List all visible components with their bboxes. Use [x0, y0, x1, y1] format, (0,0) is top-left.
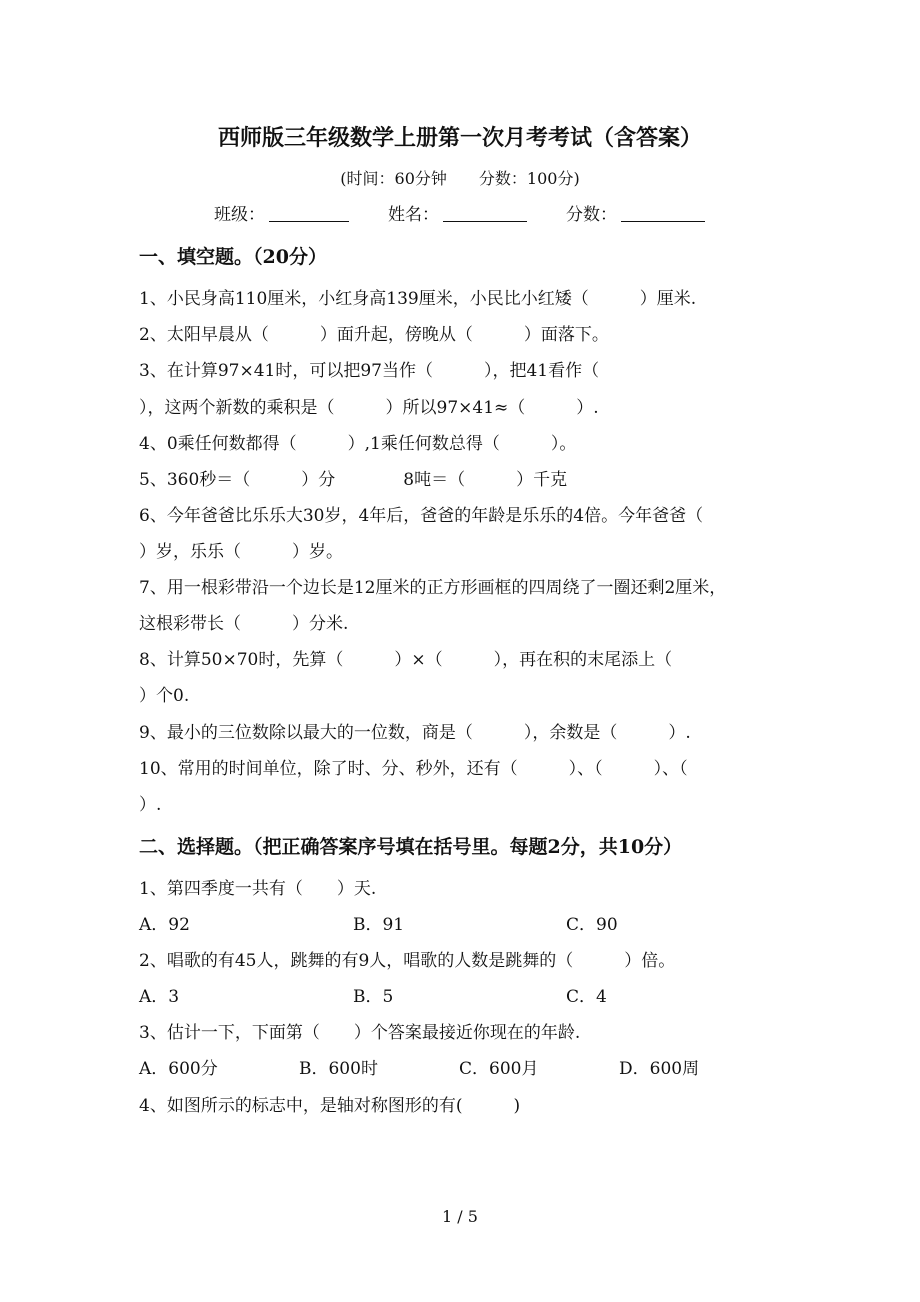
question-line: 这根彩带长（ ）分米. — [139, 614, 349, 634]
option-a[interactable]: A．3 — [139, 987, 180, 1007]
question-line: 2、太阳早晨从（ ）面升起，傍晚从（ ）面落下。 — [139, 325, 609, 345]
class-label: 班级： — [214, 205, 265, 225]
question-line: ）. — [139, 795, 162, 815]
class-blank[interactable] — [269, 204, 349, 222]
question-line: 4、0乘任何数都得（ ）,1乘任何数总得（ ）。 — [139, 434, 577, 454]
option-a[interactable]: A．92 — [139, 915, 190, 935]
name-label: 姓名： — [388, 205, 439, 225]
question-line: ），这两个新数的乘积是（ ）所以97×41≈（ ）. — [139, 398, 599, 418]
question-line: ）岁，乐乐（ ）岁。 — [139, 542, 343, 562]
question-line: 1、小民身高110厘米，小红身高139厘米，小民比小红矮（ ）厘米. — [139, 289, 697, 309]
question-line: 3、在计算97×41时，可以把97当作（ ），把41看作（ — [139, 361, 600, 381]
choice-question-3: 3、估计一下，下面第（ ）个答案最接近你现在的年龄. — [139, 1023, 581, 1043]
name-blank[interactable] — [443, 204, 527, 222]
choice-question-4: 4、如图所示的标志中，是轴对称图形的有( ) — [139, 1096, 521, 1116]
question-line: 5、360秒＝（ ）分 8吨＝（ ）千克 — [139, 470, 568, 490]
question-line: 6、今年爸爸比乐乐大30岁，4年后，爸爸的年龄是乐乐的4倍。今年爸爸（ — [139, 506, 704, 526]
page-number: 1 / 5 — [442, 1207, 478, 1226]
option-c[interactable]: C．4 — [566, 987, 607, 1007]
question-line: 10、常用的时间单位，除了时、分、秒外，还有（ ）、（ ）、（ — [139, 759, 688, 779]
name-field — [388, 204, 527, 226]
class-field — [214, 204, 349, 226]
option-a[interactable]: A．600分 — [139, 1059, 218, 1079]
option-d[interactable]: D．600周 — [619, 1059, 700, 1079]
score-label: 分数： — [566, 205, 617, 225]
exam-time-score: (时间：60分钟 分数：100分) — [340, 169, 580, 188]
question-line: ）个0. — [139, 686, 190, 706]
option-b[interactable]: B．600时 — [299, 1059, 378, 1079]
section2-heading: 二、选择题。（把正确答案序号填在括号里。每题2分，共10分） — [139, 836, 683, 858]
page-title: 西师版三年级数学上册第一次月考考试（含答案） — [217, 125, 702, 151]
option-b[interactable]: B．5 — [353, 987, 394, 1007]
score-blank[interactable] — [621, 204, 705, 222]
option-c[interactable]: C．600月 — [459, 1059, 539, 1079]
option-b[interactable]: B．91 — [353, 915, 405, 935]
question-line: 7、用一根彩带沿一个边长是12厘米的正方形画框的四周绕了一圈还剩2厘米， — [139, 578, 727, 598]
option-c[interactable]: C．90 — [566, 915, 618, 935]
question-line: 8、计算50×70时，先算（ ）×（ ），再在积的末尾添上（ — [139, 650, 673, 670]
choice-question-1: 1、第四季度一共有（ ）天. — [139, 879, 377, 899]
question-line: 9、最小的三位数除以最大的一位数，商是（ ），余数是（ ）. — [139, 723, 691, 743]
section1-heading: 一、填空题。（20分） — [139, 246, 327, 268]
choice-question-2: 2、唱歌的有45人，跳舞的有9人，唱歌的人数是跳舞的（ ）倍。 — [139, 951, 676, 971]
score-field — [566, 204, 705, 226]
